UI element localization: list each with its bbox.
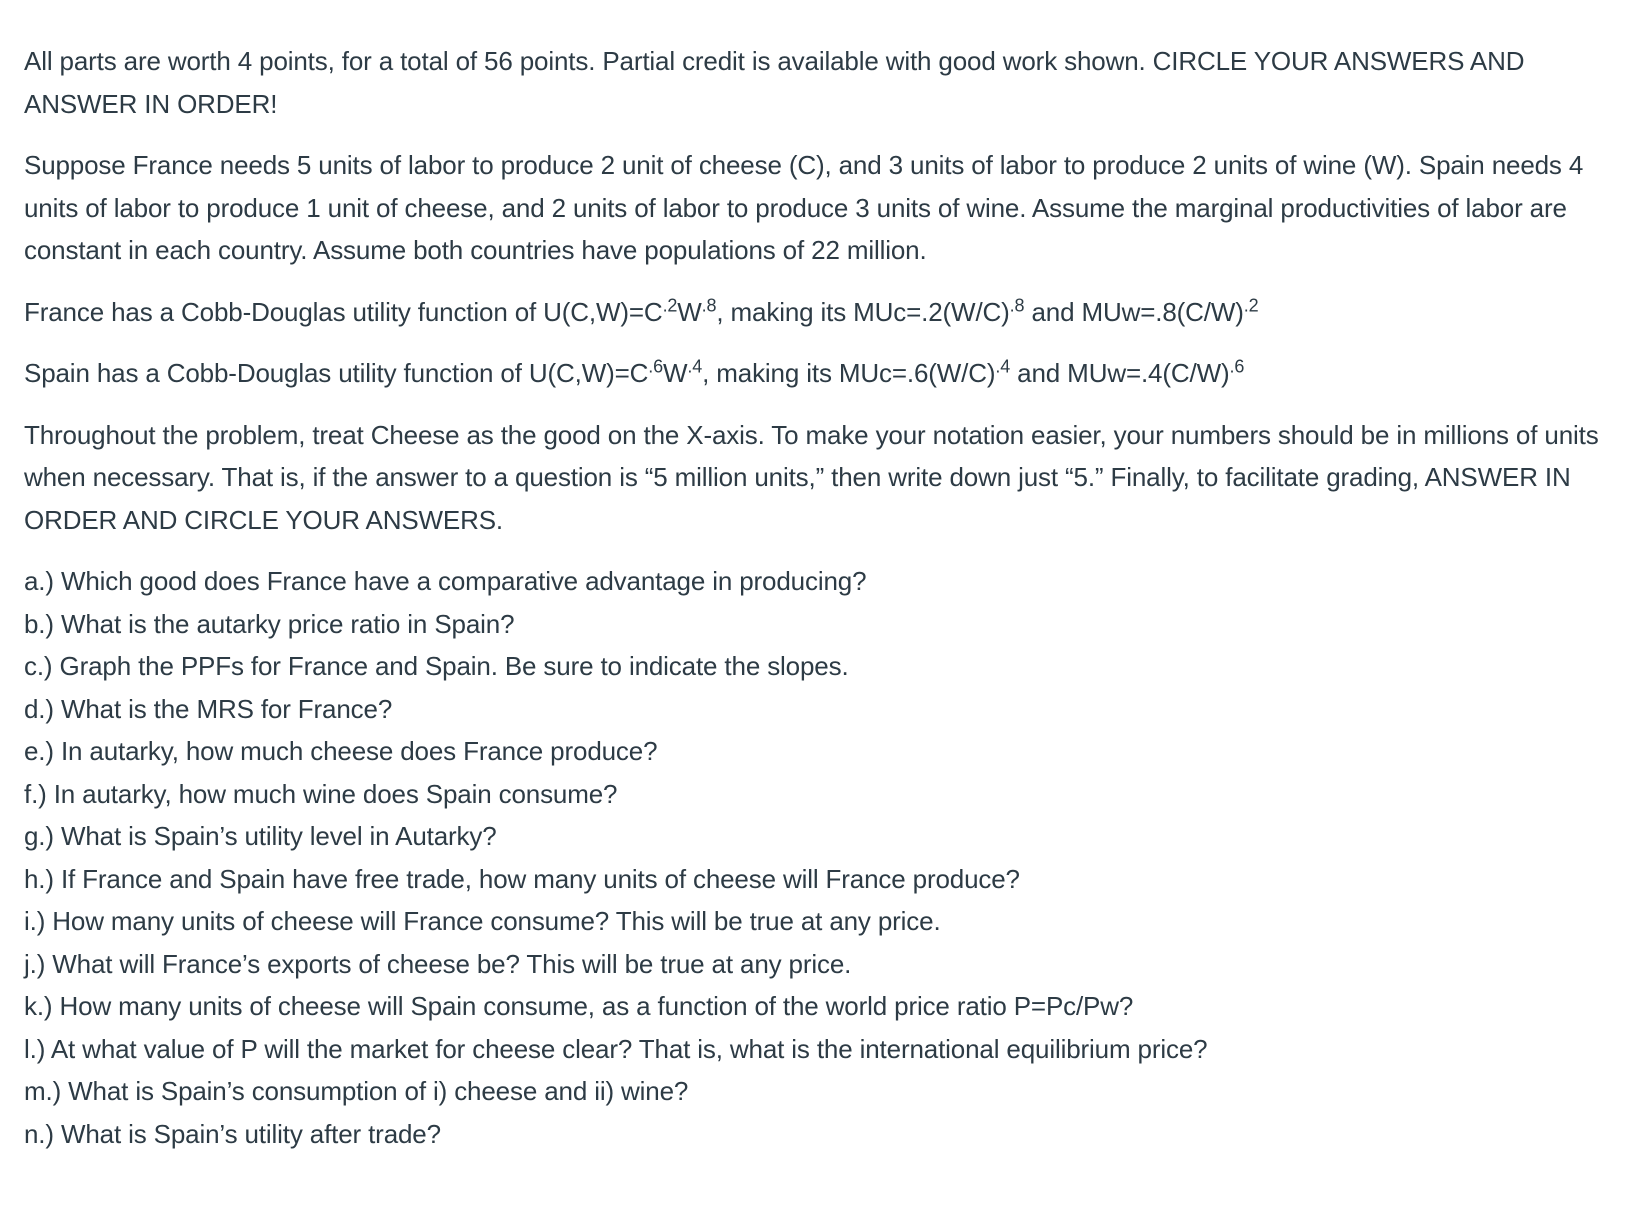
question-k: k.) How many units of cheese will Spain consume, as a function of the world price ratio P=Pc/Pw? xyxy=(24,991,1134,1021)
setup-paragraph: Suppose France needs 5 units of labor to produce 2 unit of cheese (C), and 3 units of labor to produce 2 units of wine (W). Spain needs 4 units of labor to produce 1 unit of cheese, and 2 units of labor to produce 3 units of wine. Assume the marginal productivities of labor are constant in each country. Assume both countries have populations of 22 million. xyxy=(24,150,1584,265)
spain-utility-exp-2: .4 xyxy=(687,356,703,377)
question-m: m.) What is Spain’s consumption of i) cheese and ii) wine? xyxy=(24,1076,689,1106)
spain-utility-exp-4: .6 xyxy=(1229,356,1245,377)
question-j: j.) What will France’s exports of cheese be? This will be true at any price. xyxy=(24,948,852,979)
question-l: l.) At what value of P will the market for cheese clear? That is, what is the international equilibrium price? xyxy=(24,1033,1208,1064)
instructions-paragraph: Throughout the problem, treat Cheese as the good on the X-axis. To make your notation easier, your numbers should be in millions of units when necessary. That is, if the answer to a question is “5 million units,” then write down just “5.” Finally, to facilitate grading, ANSWER IN ORDER AND CIRCLE YOUR ANSWERS. xyxy=(24,419,1599,535)
spain-utility-text-1: Spain has a Cobb-Douglas utility function of U(C,W)=C xyxy=(24,358,649,388)
france-utility-text-2: W xyxy=(677,296,702,327)
france-utility-exp-3: .8 xyxy=(1009,294,1025,315)
spain-utility-text-2: W xyxy=(663,358,688,388)
question-a: a.) Which good does France have a comparative advantage in producing? xyxy=(24,566,867,596)
france-utility-text-3: , making its MUc=.2(W/C) xyxy=(716,296,1010,327)
france-utility-text-4: and MUw=.8(C/W) xyxy=(1024,296,1244,327)
question-d: d.) What is the MRS for France? xyxy=(24,693,393,724)
question-f: f.) In autarky, how much wine does Spain consume? xyxy=(24,778,618,809)
intro-paragraph: All parts are worth 4 points, for a total of 56 points. Partial credit is available with good work shown. CIRCLE YOUR ANSWERS AND ANSWER IN ORDER! xyxy=(24,46,1525,119)
question-g: g.) What is Spain’s utility level in Autarky? xyxy=(24,821,497,851)
france-utility-text-1: France has a Cobb-Douglas utility function of U(C,W)=C xyxy=(24,296,663,327)
france-utility-exp-1: .2 xyxy=(662,294,678,315)
question-b: b.) What is the autarky price ratio in Spain? xyxy=(24,608,515,639)
question-list xyxy=(24,560,1604,1155)
question-i: i.) How many units of cheese will France consume? This will be true at any price. xyxy=(24,906,941,936)
spain-utility-text-4: and MUw=.4(C/W) xyxy=(1010,358,1230,388)
question-n: n.) What is Spain’s utility after trade? xyxy=(24,1118,441,1149)
spain-utility-text-3: , making its MUc=.6(W/C) xyxy=(702,358,996,388)
question-e: e.) In autarky, how much cheese does France produce? xyxy=(24,736,658,766)
france-utility-exp-2: .8 xyxy=(701,294,717,315)
spain-utility-exp-1: .6 xyxy=(648,356,663,377)
spain-utility-exp-3: .4 xyxy=(995,356,1011,377)
question-c: c.) Graph the PPFs for France and Spain. Be sure to indicate the slopes. xyxy=(24,651,849,681)
france-utility-exp-4: .2 xyxy=(1243,294,1259,315)
question-h: h.) If France and Spain have free trade, how many units of cheese will France produce? xyxy=(24,863,1020,894)
spain-utility-line xyxy=(24,352,1604,395)
france-utility-line xyxy=(24,291,1604,334)
